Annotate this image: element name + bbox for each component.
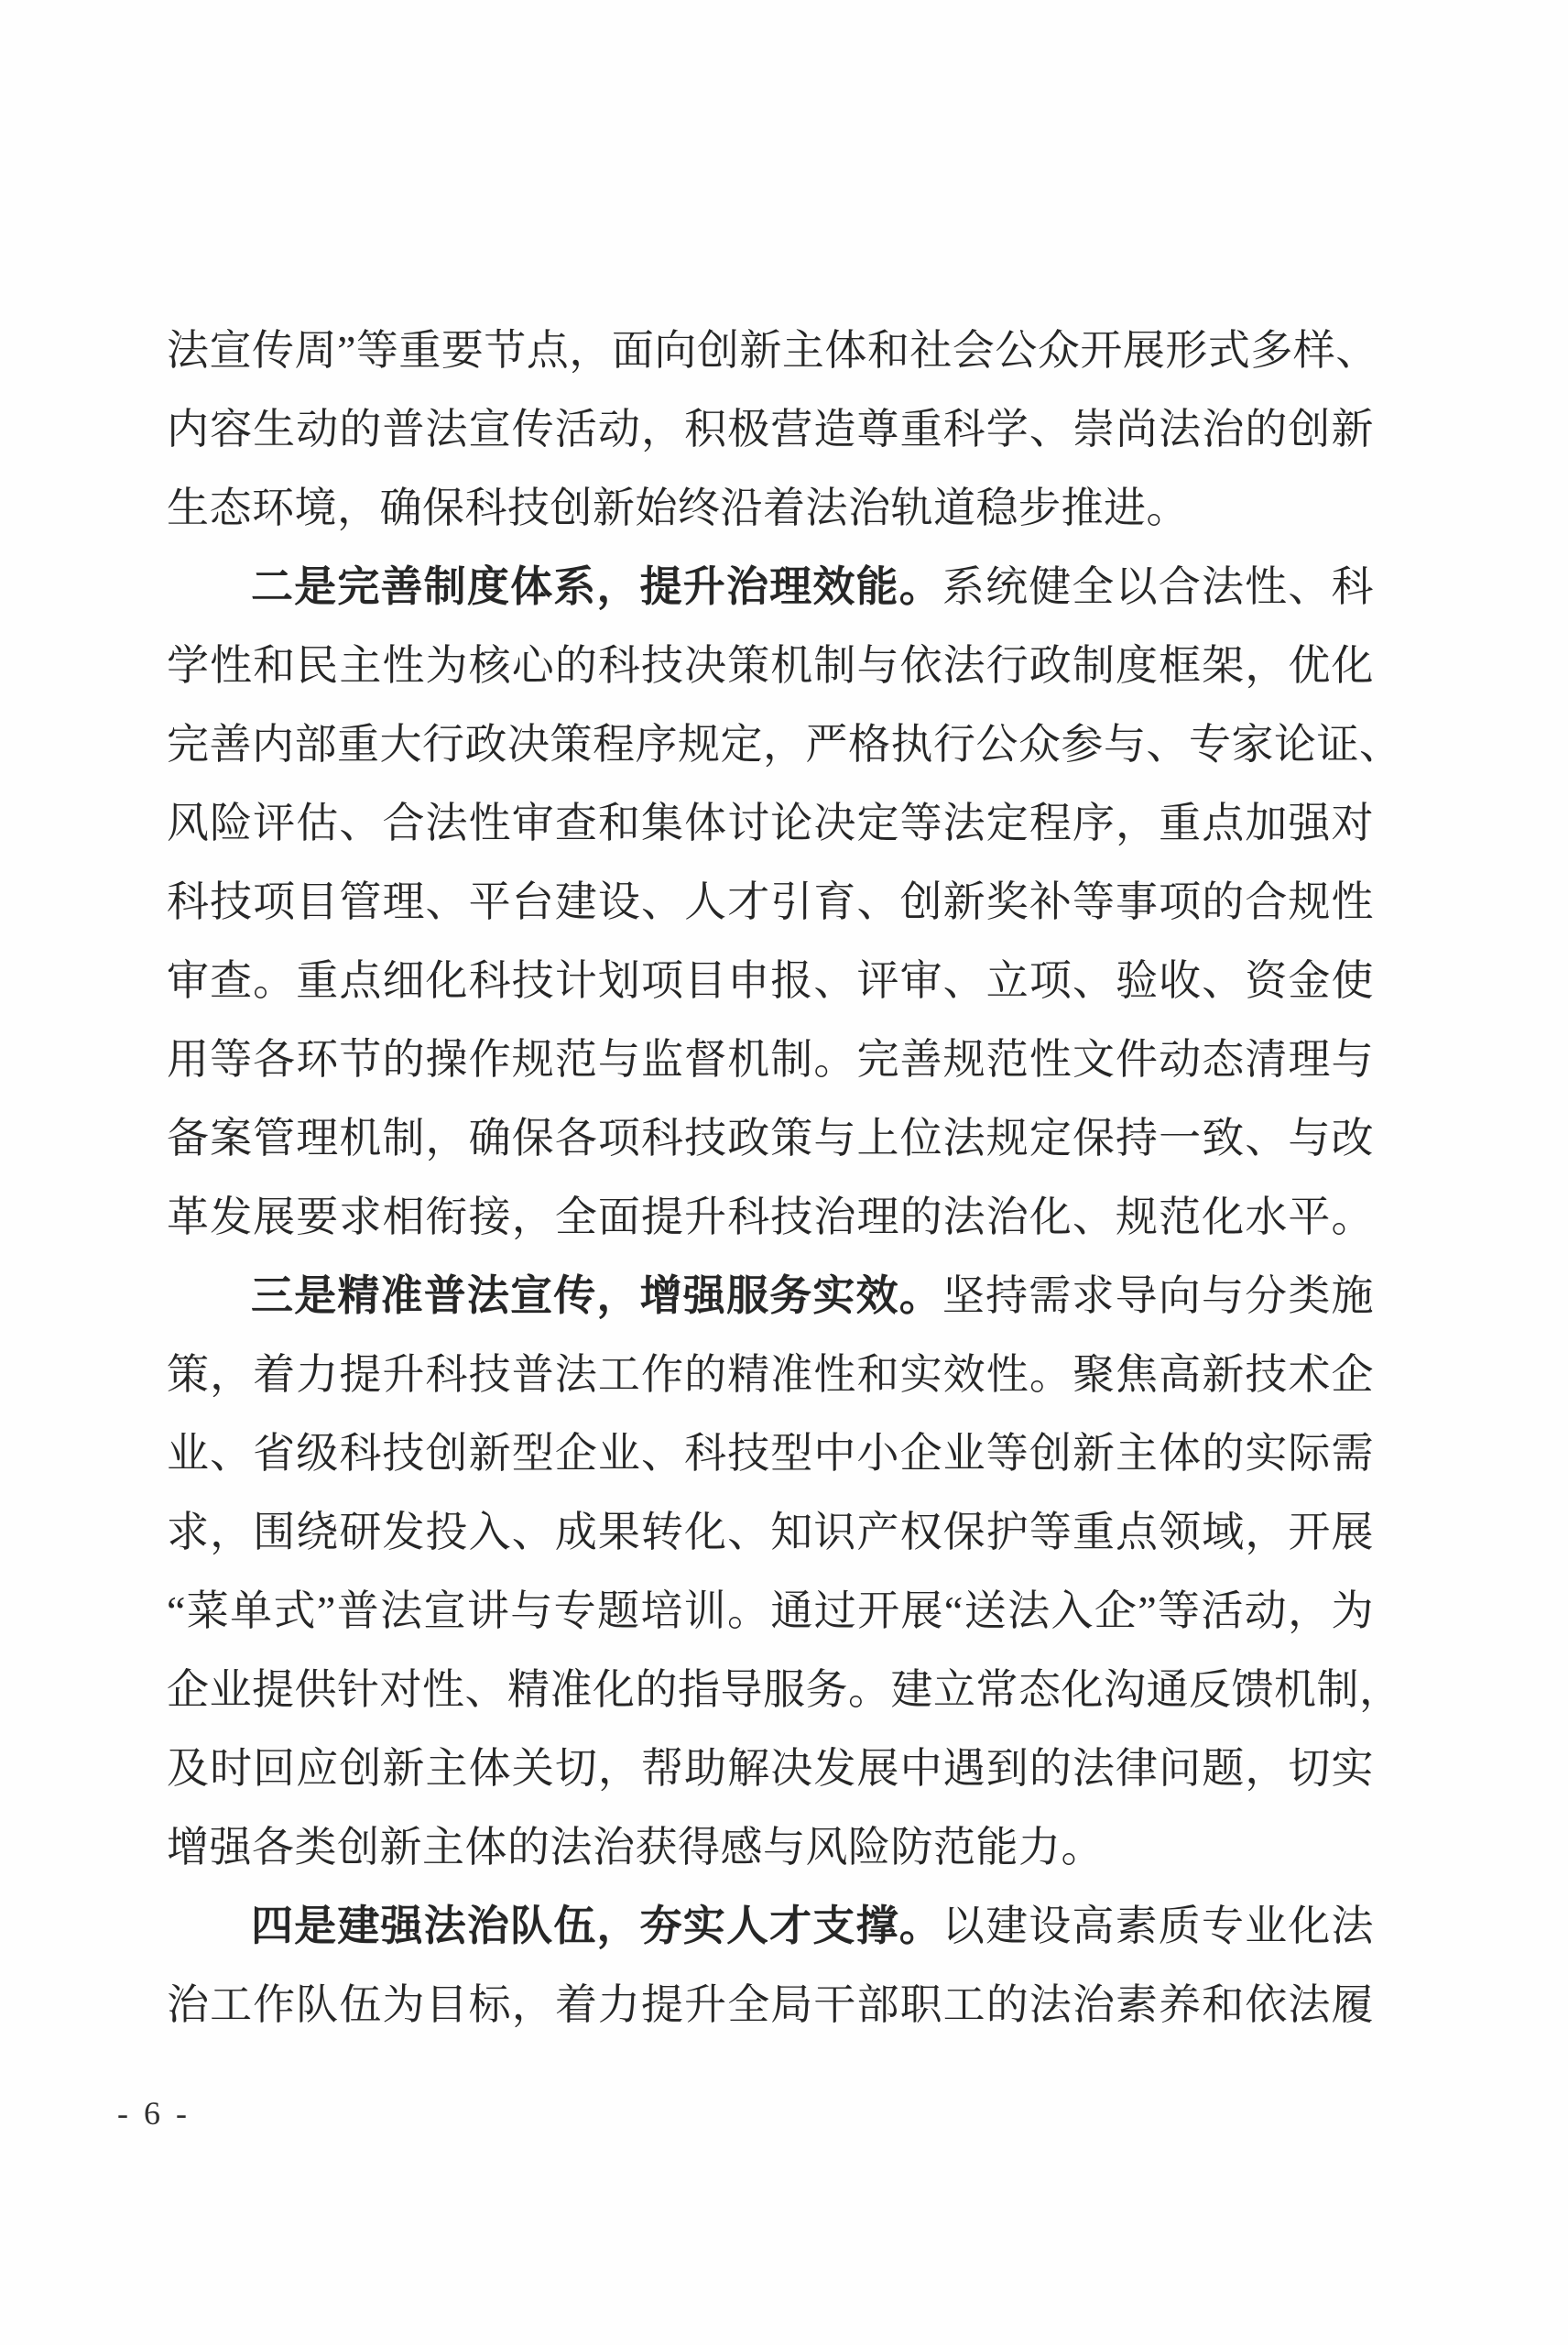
- text-segment: 生态环境，确保科技创新始终沿着法治轨道稳步推进。: [167, 485, 1189, 531]
- text-line: [167, 705, 1402, 784]
- text-segment-bold: 三是精准普法宣传，增强服务实效。: [251, 1272, 942, 1319]
- text-segment-bold: 二是完善制度体系，提升治理效能。: [251, 563, 942, 610]
- text-segment: 治工作队伍为目标，着力提升全局干部职工的法治素养和依法履: [167, 1981, 1374, 2028]
- text-segment: 内容生动的普法宣传活动，积极营造尊重科学、崇尚法治的创新: [167, 406, 1374, 453]
- text-segment: 学性和民主性为核心的科技决策机制与依法行政制度框架，优化: [167, 642, 1374, 689]
- text-line: [167, 942, 1374, 1020]
- text-segment: 企业提供针对性、精准化的指导服务。建立常态化沟通反馈机制，: [167, 1666, 1402, 1713]
- text-line: [167, 1099, 1374, 1178]
- text-segment: 风险评估、合法性审查和集体讨论决定等法定程序，重点加强对: [167, 800, 1374, 846]
- text-line: [167, 390, 1374, 469]
- text-segment: 审查。重点细化科技计划项目申报、评审、立项、验收、资金使: [167, 957, 1374, 1004]
- text-line: [167, 1336, 1374, 1414]
- body-text: [167, 311, 1402, 2045]
- text-line: [167, 1572, 1374, 1651]
- text-segment-bold: 四是建强法治队伍，夯实人才支撑。: [251, 1903, 942, 1949]
- text-segment: “菜单式”普法宣讲与专题培训。通过开展“送法入企”等活动，为: [167, 1587, 1374, 1634]
- text-segment: 科技项目管理、平台建设、人才引育、创新奖补等事项的合规性: [167, 878, 1374, 925]
- text-line: [167, 1178, 1374, 1257]
- text-segment: 坚持需求导向与分类施: [942, 1272, 1375, 1319]
- text-segment: 及时回应创新主体关切，帮助解决发展中遇到的法律问题，切实: [167, 1745, 1374, 1792]
- text-segment: 革发展要求相衔接，全面提升科技治理的法治化、规范化水平。: [167, 1194, 1374, 1240]
- text-segment: 业、省级科技创新型企业、科技型中小企业等创新主体的实际需: [167, 1430, 1374, 1477]
- text-line: [167, 311, 1378, 390]
- text-segment: 法宣传周”等重要节点，面向创新主体和社会公众开展形式多样、: [167, 327, 1378, 374]
- text-line: [167, 1414, 1374, 1493]
- text-segment: 增强各类创新主体的法治获得感与风险防范能力。: [167, 1824, 1104, 1871]
- text-line: [167, 469, 1374, 548]
- text-line: [167, 1808, 1374, 1887]
- text-line: [167, 627, 1374, 705]
- text-line: [167, 1493, 1374, 1572]
- text-line: [167, 1887, 1374, 1966]
- text-segment: 以建设高素质专业化法: [942, 1903, 1375, 1949]
- text-segment: 完善内部重大行政决策程序规定，严格执行公众参与、专家论证、: [167, 721, 1402, 768]
- text-line: [167, 1651, 1402, 1729]
- text-segment: 系统健全以合法性、科: [942, 563, 1375, 610]
- text-line: [167, 1729, 1374, 1808]
- text-line: [167, 784, 1374, 863]
- text-line: [167, 863, 1374, 942]
- text-segment: 求，围绕研发投入、成果转化、知识产权保护等重点领域，开展: [167, 1509, 1374, 1555]
- text-line: [167, 548, 1374, 627]
- text-segment: 备案管理机制，确保各项科技政策与上位法规定保持一致、与改: [167, 1115, 1374, 1162]
- text-line: [167, 1966, 1374, 2045]
- text-line: [167, 1020, 1374, 1099]
- text-line: [167, 1257, 1374, 1336]
- text-segment: 策，着力提升科技普法工作的精准性和实效性。聚焦高新技术企: [167, 1351, 1374, 1398]
- text-segment: 用等各环节的操作规范与监督机制。完善规范性文件动态清理与: [167, 1036, 1374, 1083]
- page-number: - 6 -: [117, 2095, 191, 2132]
